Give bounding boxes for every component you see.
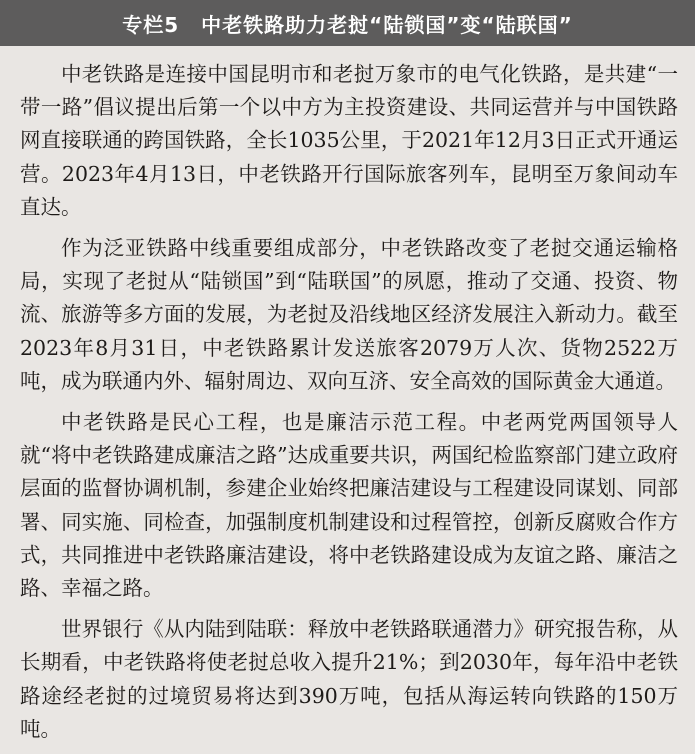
paragraph-3: 中老铁路是民心工程，也是廉洁示范工程。中老两党两国领导人就“将中老铁路建成廉洁之路”达成重要共识，两国纪检监察部门建立政府层面的监督协调机制，参建企业始终把廉洁建设与工程建设同谋划、同部署、同实施、同检查，加强制度机制建设和过程管控，创新反腐败合作方式，共同推进中老铁路廉洁建设，将中老铁路建设成为友谊之路、廉洁之路、幸福之路。 [20, 410, 678, 601]
box-title: 中老铁路助力老挝“陆锁国”变“陆联国” [201, 12, 573, 37]
paragraph-2: 作为泛亚铁路中线重要组成部分，中老铁路改变了老挝交通运输格局，实现了老挝从“陆锁国”到“陆联国”的夙愿，推动了交通、投资、物流、旅游等多方面的发展，为老挝及沿线地区经济发展注入新动力。截至2023年8月31日，中老铁路累计发送旅客2079万人次、货物2522万吨，成为联通内外、辐射周边、双向互济、安全高效的国际黄金大通道。 [20, 236, 678, 393]
paragraph-4: 世界银行《从内陆到陆联：释放中老铁路联通潜力》研究报告称，从长期看，中老铁路将使老挝总收入提升21%；到2030年，每年沿中老铁路途经老挝的过境贸易将达到390万吨，包括从海运转向铁路的150万吨。 [20, 617, 678, 741]
box-title-bar [0, 0, 695, 46]
box-body [20, 58, 678, 754]
paragraph-1: 中老铁路是连接中国昆明市和老挝万象市的电气化铁路，是共建“一带一路”倡议提出后第一个以中方为主投资建设、共同运营并与中国铁路网直接联通的跨国铁路，全长1035公里，于2021年12月3日正式开通运营。2023年4月13日，中老铁路开行国际旅客列车，昆明至万象间动车直达。 [20, 62, 678, 219]
box-label: 专栏5 [122, 12, 180, 37]
